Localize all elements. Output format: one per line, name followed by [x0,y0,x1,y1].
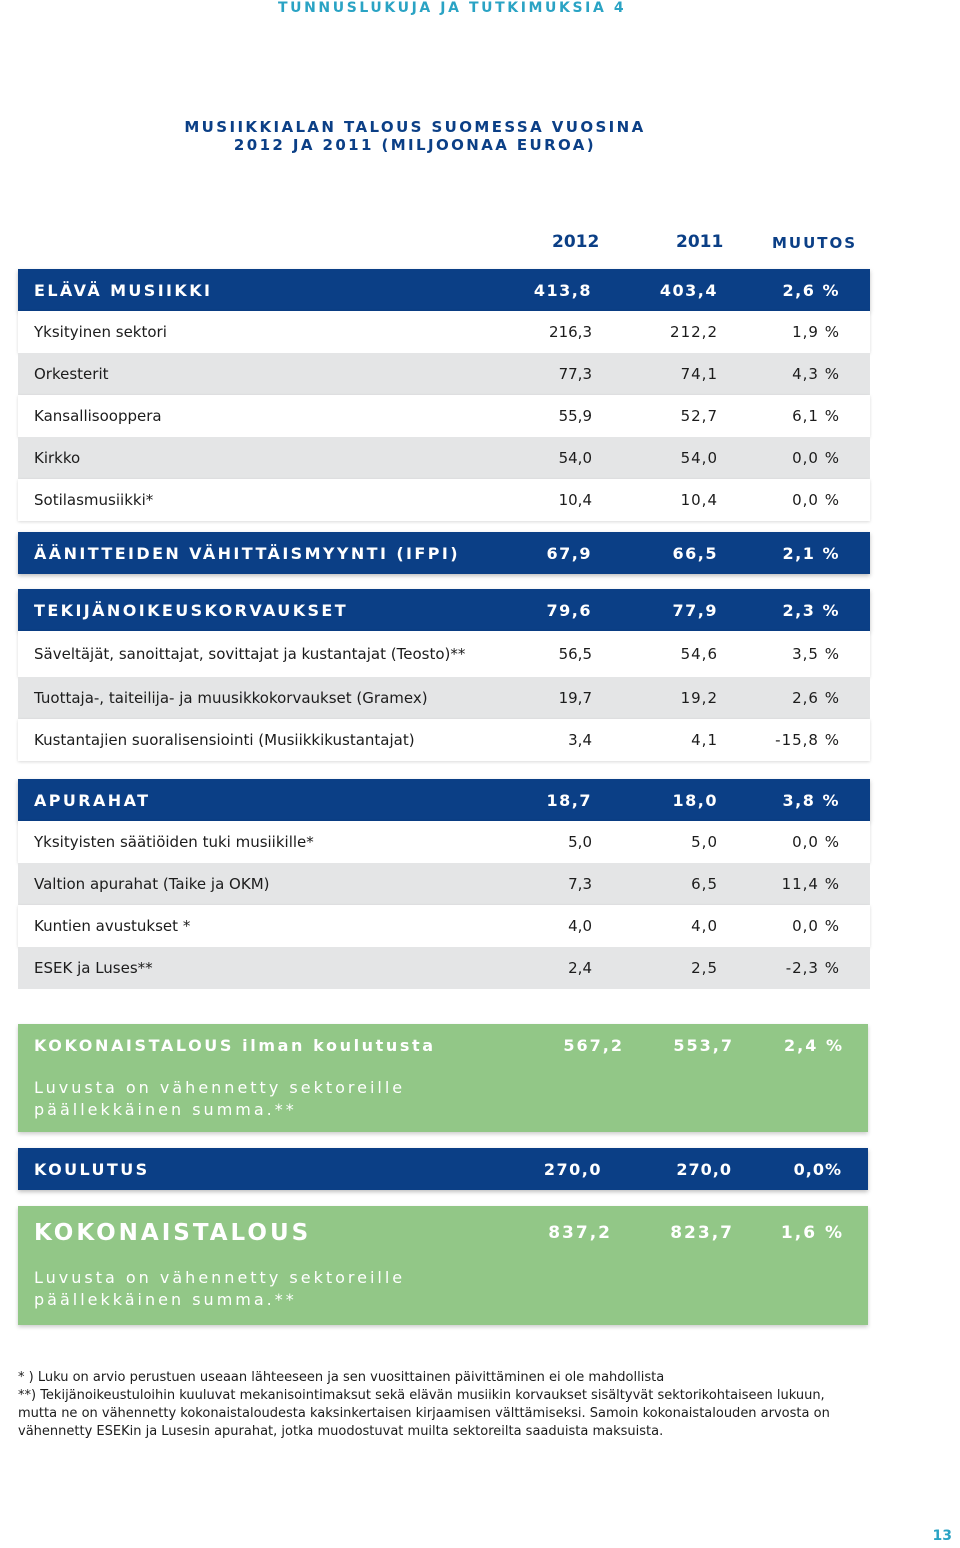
running-head: TUNNUSLUKUJA JA TUTKIMUKSIA 4 [278,0,627,16]
row-label: APURAHAT [34,790,151,810]
deduction-note: Luvusta on vähennetty sektoreille päällekkäinen summa.** [34,1078,406,1119]
value-2012: 270,0 [543,1159,602,1179]
value-2011: 4,0 [691,917,718,935]
page-number: 13 [932,1528,952,1544]
footnote-line: * ) Luku on arvio perustuen useaan lähteeseen ja sen vuosittainen päivittäminen ei ole mahdollista [18,1370,665,1385]
row-label: Yksityisten säätiöiden tuki musiikille* [34,833,314,851]
table-row [18,863,870,905]
table-row [18,631,870,677]
value-2012: 79,6 [546,600,592,620]
table-row [18,479,870,521]
value-change: 2,3 % [782,600,840,620]
value-change: 2,6 % [782,280,840,300]
value-2011: 212,2 [670,323,718,341]
table-title-line2: 2012 JA 2011 (MILJOONAA EUROA) [233,136,597,154]
value-2012: 413,8 [533,280,592,300]
value-change: 3,5 % [792,645,840,663]
section-header-apurahat [18,779,870,821]
value-2012: 5,0 [568,833,592,851]
value-2012: 77,3 [558,365,592,383]
footnote-line: vähennetty ESEKin ja Lusesin apurahat, jotka muodostuvat muilta sektoreilta saaduista maksuista. [18,1424,664,1439]
table-row [18,311,870,353]
value-2012: 18,7 [546,790,592,810]
value-2011: 66,5 [672,543,718,563]
total-economy-label: KOKONAISTALOUS [34,1220,312,1246]
table-row [18,353,870,395]
value-change: -2,3 % [785,959,840,977]
footnotes [18,1369,918,1441]
value-change: 1,6 % [780,1223,844,1243]
value-change: 0,0% [793,1159,842,1179]
table-title [180,118,650,154]
row-label: Kuntien avustukset * [34,917,191,935]
value-2012: 4,0 [568,917,592,935]
row-label: Valtion apurahat (Taike ja OKM) [34,875,270,893]
row-label: KOULUTUS [34,1159,150,1179]
value-2011: 54,0 [680,449,718,467]
row-label: ELÄVÄ MUSIIKKI [34,280,213,300]
table-row [18,821,870,863]
total-without-education-label: KOKONAISTALOUS ilman koulutusta [34,1036,436,1055]
section-header-elava-musiikki [18,269,870,311]
value-change: 0,0 % [792,491,840,509]
row-label: Säveltäjät, sanoittajat, sovittajat ja kustantajat (Teosto)** [34,645,466,663]
value-2011: 403,4 [659,280,718,300]
value-2011: 6,5 [691,875,718,893]
row-label: Orkesterit [34,365,109,383]
column-header-change: MUUTOS [772,234,858,252]
table-row [18,395,870,437]
total-economy-box [18,1206,868,1325]
value-change: 2,4 % [784,1036,844,1055]
value-2011: 4,1 [691,731,718,749]
value-2011: 2,5 [691,959,718,977]
value-change: 6,1 % [792,407,840,425]
value-2012: 837,2 [548,1223,612,1243]
value-change: 4,3 % [792,365,840,383]
row-label: Kustantajien suoralisensiointi (Musiikkikustantajat) [34,731,415,749]
value-change: 11,4 % [781,875,840,893]
row-label: Yksityinen sektori [34,323,167,341]
value-change: 2,6 % [792,689,840,707]
value-2011: 270,0 [676,1159,732,1179]
value-2012: 10,4 [558,491,592,509]
value-2012: 54,0 [558,449,592,467]
value-2011: 5,0 [691,833,718,851]
value-2011: 19,2 [680,689,718,707]
footnote-line: mutta ne on vähennetty kokonaistaloudesta kaksinkertaisen kirjaamisen välttämiseksi. Samoin kokonaistalouden arvosta on [18,1406,830,1421]
table-row [18,437,870,479]
row-label: ÄÄNITTEIDEN VÄHITTÄISMYYNTI (IFPI) [34,543,460,563]
value-change: 0,0 % [792,449,840,467]
value-change: 2,1 % [782,543,840,563]
value-change: 1,9 % [792,323,840,341]
value-2012: 216,3 [549,323,592,341]
value-2011: 823,7 [670,1223,734,1243]
value-2012: 19,7 [558,689,592,707]
value-2012: 67,9 [546,543,592,563]
value-2012: 3,4 [568,731,592,749]
table-title-line1: MUSIIKKIALAN TALOUS SUOMESSA VUOSINA [184,118,646,136]
column-header-2012: 2012 [552,232,600,252]
value-2012: 2,4 [568,959,592,977]
value-change: 3,8 % [782,790,840,810]
value-2011: 77,9 [672,600,718,620]
row-label: Kirkko [34,449,81,467]
value-2011: 54,6 [680,645,718,663]
row-label: Tuottaja-, taiteilija- ja muusikkokorvaukset (Gramex) [34,689,428,707]
table-row [18,719,870,761]
value-2011: 10,4 [680,491,718,509]
row-label: Sotilasmusiikki* [34,491,154,509]
value-change: 0,0 % [792,917,840,935]
value-2012: 567,2 [563,1036,624,1055]
value-2011: 74,1 [680,365,718,383]
row-label: ESEK ja Luses** [34,959,153,977]
value-change: -15,8 % [775,731,840,749]
value-2012: 7,3 [568,875,592,893]
value-2012: 56,5 [558,645,592,663]
section-header-tekijanoikeus [18,589,870,631]
total-without-education-box [18,1024,868,1132]
section-header-aanitteet [18,532,870,574]
value-2011: 553,7 [673,1036,734,1055]
section-header-koulutus [18,1148,868,1190]
row-label: Kansallisooppera [34,407,162,425]
value-2011: 18,0 [672,790,718,810]
table-row [18,905,870,947]
value-2012: 55,9 [558,407,592,425]
value-2011: 52,7 [680,407,718,425]
value-change: 0,0 % [792,833,840,851]
footnote-line: **) Tekijänoikeustuloihin kuuluvat mekanisointimaksut sekä elävän musiikin korvaukset sisältyvät sektorikohtaiseen lukuun, [18,1388,825,1403]
deduction-note: Luvusta on vähennetty sektoreille päällekkäinen summa.** [34,1268,406,1309]
table-row [18,677,870,719]
row-label: TEKIJÄNOIKEUSKORVAUKSET [34,600,349,620]
table-row [18,947,870,989]
column-header-2011: 2011 [676,232,724,252]
